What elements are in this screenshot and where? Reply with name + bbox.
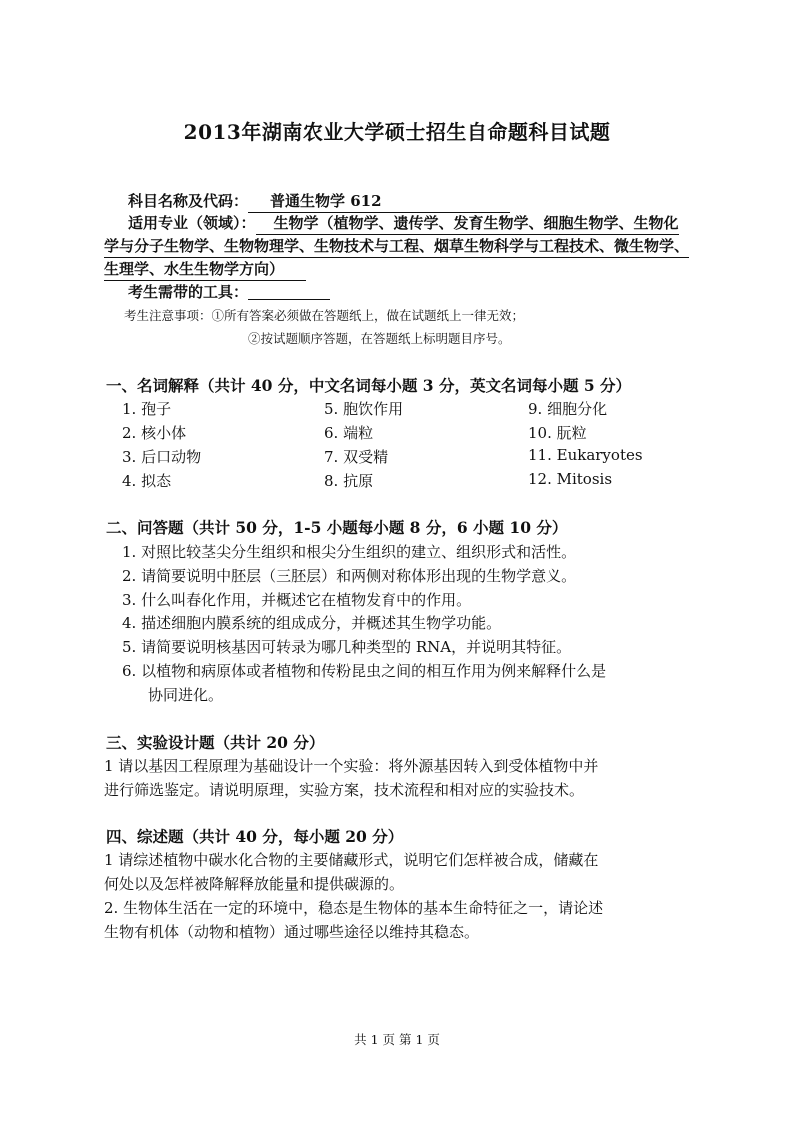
- section-3-line-1: 1 请以基因工程原理为基础设计一个实验：将外源基因转入到受体植物中并: [104, 757, 599, 775]
- term-item: 8. 抗原: [324, 472, 374, 490]
- notes-line-1: [124, 306, 524, 324]
- exam-title: 2013年湖南农业大学硕士招生自命题科目试题: [183, 120, 611, 144]
- section-4-line-4: 生物有机体（动物和植物）通过哪些途径以维持其稳态。: [104, 923, 480, 941]
- tools-blank: [248, 282, 330, 300]
- section-4-line-3: 2. 生物体生活在一定的环境中，稳态是生物体的基本生命特征之一，请论述: [104, 899, 604, 917]
- term-item: 2. 核小体: [122, 424, 187, 442]
- question-3: 3. 什么叫春化作用，并概述它在植物发育中的作用。: [122, 591, 472, 609]
- note-2: ②按试题顺序答题，在答题纸上标明题目序号。: [248, 331, 511, 346]
- tools-line: [128, 281, 330, 302]
- section-2-title: 二、问答题（共计 50 分，1-5 小题每小题 8 分，6 小题 10 分）: [106, 518, 568, 537]
- question-1: 1. 对照比较茎尖分生组织和根尖分生组织的建立、组织形式和活性。: [122, 543, 577, 561]
- tools-label: 考生需带的工具：: [128, 283, 249, 301]
- question-6: 6. 以植物和病原体或者植物和传粉昆虫之间的相互作用为例来解释什么是: [122, 662, 607, 680]
- page-footer: 共 1 页 第 1 页: [354, 1032, 440, 1047]
- major-text-2: 学与分子生物学、生物物理学、生物技术与工程、烟草生物科学与工程技术、微生物学、: [104, 235, 689, 258]
- section-4-line-1: 1 请综述植物中碳水化合物的主要储藏形式，说明它们怎样被合成，储藏在: [104, 851, 599, 869]
- subject-line: [128, 190, 510, 213]
- section-1-title: 一、名词解释（共计 40 分，中文名词每小题 3 分，英文名词每小题 5 分）: [106, 376, 632, 395]
- major-label: 适用专业（领域）：: [128, 214, 256, 232]
- note-1: ①所有答案必须做在答题纸上，做在试题纸上一律无效；: [211, 308, 525, 323]
- section-3-line-2: 进行筛选鉴定。请说明原理，实验方案，技术流程和相对应的实验技术。: [104, 781, 585, 799]
- subject-value: 普通生物学 612: [248, 190, 510, 213]
- term-item: 3. 后口动物: [122, 448, 202, 466]
- notes-label: 考生注意事项：: [124, 308, 212, 323]
- term-item: 12. Mitosis: [528, 470, 613, 488]
- term-item: 6. 端粒: [324, 424, 374, 442]
- term-item: 10. 朊粒: [528, 424, 587, 442]
- term-item: 7. 双受精: [324, 448, 389, 466]
- section-4-title: 四、综述题（共计 40 分，每小题 20 分）: [106, 827, 404, 846]
- major-line-1: [128, 212, 679, 235]
- major-line-2: [104, 235, 689, 258]
- question-5: 5. 请简要说明核基因可转录为哪几种类型的 RNA，并说明其特征。: [122, 638, 572, 656]
- section-4-line-2: 何处以及怎样被降解释放能量和提供碳源的。: [104, 875, 405, 893]
- term-item: 5. 胞饮作用: [324, 400, 404, 418]
- term-item: 11. Eukaryotes: [528, 446, 643, 464]
- question-6-continued: 协同进化。: [148, 686, 224, 704]
- term-item: 1. 孢子: [122, 400, 172, 418]
- subject-label: 科目名称及代码：: [128, 192, 249, 210]
- question-4: 4. 描述细胞内膜系统的组成成分，并概述其生物学功能。: [122, 614, 502, 632]
- question-2: 2. 请简要说明中胚层（三胚层）和两侧对称体形出现的生物学意义。: [122, 567, 577, 585]
- term-item: 4. 拟态: [122, 472, 172, 490]
- section-3-title: 三、实验设计题（共计 20 分）: [106, 733, 325, 752]
- major-text-3: 生理学、水生生物学方向）: [104, 258, 306, 281]
- term-item: 9. 细胞分化: [528, 400, 608, 418]
- major-line-3: [104, 258, 306, 281]
- major-text-1: 生物学（植物学、遗传学、发育生物学、细胞生物学、生物化: [256, 212, 679, 235]
